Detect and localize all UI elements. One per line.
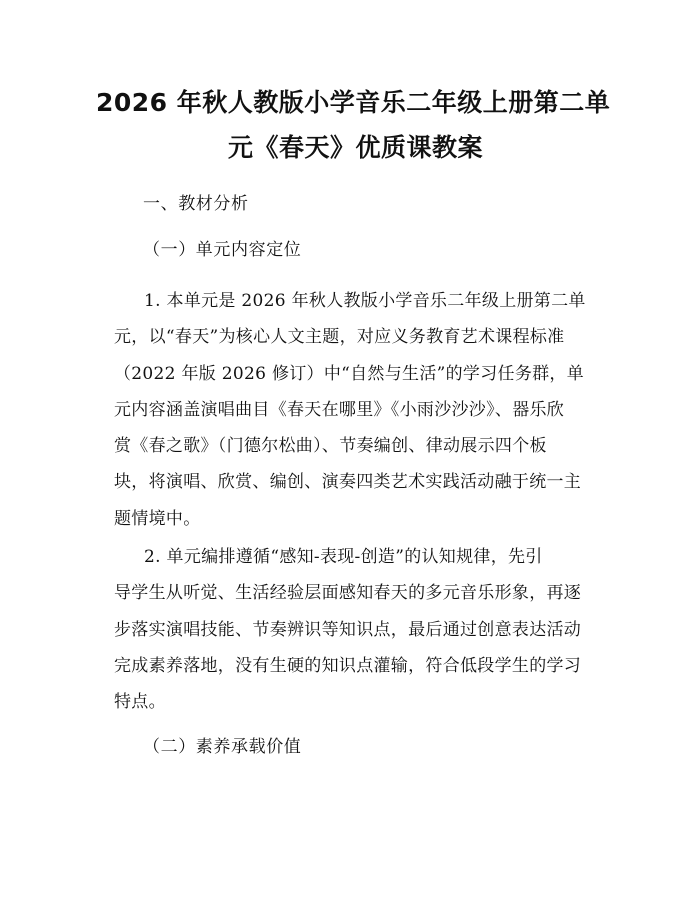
paragraph-2 — [114, 539, 604, 720]
paragraph-2-line: 完成素养落地，没有生硬的知识点灌输，符合低段学生的学习 — [114, 655, 582, 676]
paragraph-1-line: 赏《春之歌》（门德尔松曲）、节奏编创、律动展示四个板 — [114, 436, 547, 457]
paragraph-2-line: 导学生从听觉、生活经验层面感知春天的多元音乐形象，再逐 — [114, 583, 582, 604]
subsection-heading-unit-positioning: （一）单元内容定位 — [143, 240, 302, 260]
document-title-line-1: 2026 年秋人教版小学音乐二年级上册第二单 — [96, 88, 611, 117]
paragraph-1-line: 块，将演唱、欣赏、编创、演奏四类艺术实践活动融于统一主 — [114, 472, 582, 493]
subsection-heading-literacy-value: （二）素养承载价值 — [143, 737, 302, 757]
document-title-line-2: 元《春天》优质课教案 — [228, 133, 484, 162]
paragraph-1-line: 1. 本单元是 2026 年秋人教版小学音乐二年级上册第二单 — [144, 291, 586, 311]
paragraph-2-line: 特点。 — [114, 692, 166, 713]
paragraph-2-line: 2. 单元编排遵循“感知-表现-创造”的认知规律，先引 — [144, 547, 543, 567]
paragraph-2-line: 步落实演唱技能、节奏辨识等知识点，最后通过创意表达活动 — [114, 619, 582, 640]
paragraph-1-line: 元内容涵盖演唱曲目《春天在哪里》《小雨沙沙沙》、器乐欣 — [114, 399, 565, 420]
paragraph-1-line: 元，以“春天”为核心人文主题，对应义务教育艺术课程标准 — [114, 327, 565, 348]
paragraph-1-line: 题情境中。 — [114, 508, 201, 529]
paragraph-1 — [114, 283, 604, 537]
section-heading-analysis: 一、教材分析 — [143, 194, 249, 214]
paragraph-1-line: （2022 年版 2026 修订）中“自然与生活”的学习任务群，单 — [114, 363, 585, 384]
